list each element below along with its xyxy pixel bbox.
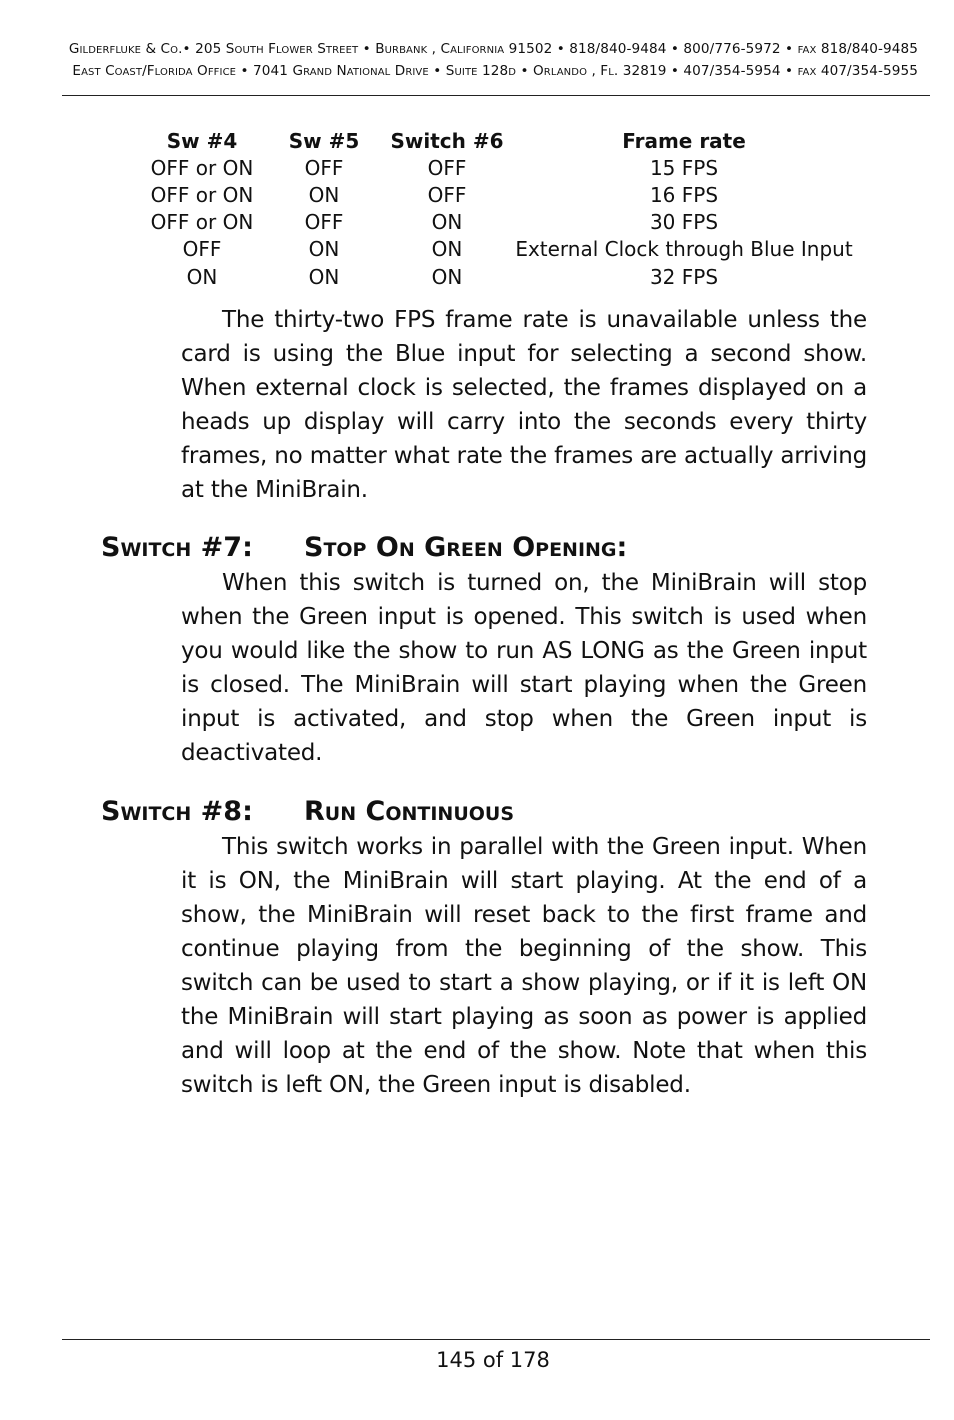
- footer-divider: [62, 1339, 930, 1340]
- section-title: Stop On Green Opening:: [304, 532, 628, 563]
- table-cell: ON: [308, 237, 340, 262]
- table-row: [141, 181, 859, 208]
- table-cell: OFF or ON: [150, 155, 254, 180]
- table-cell: 16 FPS: [649, 182, 719, 207]
- table-row: [141, 236, 859, 263]
- switch-8-description: This switch works in parallel with the Green input. When it is ON, the MiniBrain will start playing. At the end of a show, the MiniBrain will reset back to the first frame and continue playing from the beginning of the show. This switch can be used to start a show playing, or if it is left ON the MiniBrain will start playing as soon as power is applied and will loop at the end of the show. Note that when this switch is left ON, the Green input is disabled.: [181, 834, 867, 1098]
- switch-7-description: When this switch is turned on, the MiniBrain will stop when the Green input is opened. This switch is used when you would like the show to run AS LONG as the Green input is closed. The MiniBrain will start playing when the Green input is activated, and stop when the Green input is deactivated.: [181, 570, 867, 766]
- table-cell: External Clock through Blue Input: [515, 237, 853, 262]
- table-cell: 15 FPS: [649, 155, 719, 180]
- table-row: [141, 263, 859, 290]
- table-cell: ON: [308, 264, 340, 289]
- header-address-line-2: East Coast/Florida Office • 7041 Grand National Drive • Suite 128d • Orlando , Fl. 32819 • 407/354-5954 • fax 407/354-5955: [72, 63, 918, 79]
- table-cell: OFF: [304, 155, 344, 180]
- table-cell: OFF: [427, 182, 467, 207]
- page-number: 145 of 178: [436, 1348, 550, 1372]
- section-label: Switch #7:: [101, 532, 253, 563]
- table-cell: ON: [308, 182, 340, 207]
- header-divider: [62, 95, 930, 96]
- header-address-line-1: Gilderfluke & Co.• 205 South Flower Street • Burbank , California 91502 • 818/840-9484 • 800/776-5972 • fax 818/840-9485: [68, 41, 918, 57]
- table-cell: ON: [186, 264, 218, 289]
- table-cell: OFF: [182, 237, 222, 262]
- column-header-switch6: Switch #6: [390, 128, 504, 153]
- frame-rate-note-paragraph: The thirty-two FPS frame rate is unavailable unless the card is using the Blue input for selecting a second show. When external clock is selected, the frames displayed on a heads up display will carry into the seconds every thirty frames, no matter what rate the frames are actually arriving at the MiniBrain.: [181, 307, 867, 503]
- switch-frame-rate-table: [141, 127, 859, 290]
- table-row: [141, 154, 859, 181]
- table-cell: ON: [431, 237, 463, 262]
- section-title: Run Continuous: [304, 796, 515, 827]
- table-row: [141, 209, 859, 236]
- section-label: Switch #8:: [101, 796, 253, 827]
- table-cell: OFF or ON: [150, 210, 254, 235]
- table-cell: OFF or ON: [150, 182, 254, 207]
- table-cell: ON: [431, 210, 463, 235]
- table-cell: OFF: [427, 155, 467, 180]
- table-cell: ON: [431, 264, 463, 289]
- table-header-row: [141, 127, 859, 154]
- column-header-sw5: Sw #5: [288, 128, 360, 153]
- column-header-frame-rate: Frame rate: [622, 128, 746, 153]
- table-cell: 32 FPS: [649, 264, 719, 289]
- column-header-sw4: Sw #4: [166, 128, 238, 153]
- table-cell: 30 FPS: [649, 210, 719, 235]
- table-cell: OFF: [304, 210, 344, 235]
